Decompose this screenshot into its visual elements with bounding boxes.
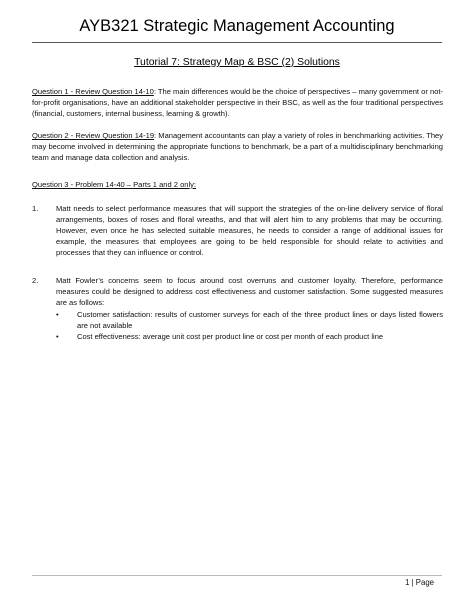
footer-divider (32, 575, 442, 576)
question-2-paragraph (32, 130, 443, 163)
bullet-text: Customer satisfaction: results of customer surveys for each of the three product lines or days listed flowers are not available (77, 310, 443, 330)
bullet-symbol: • (56, 310, 59, 319)
question-1-text: : The main differences would be the choice of perspectives – many government or not-for-profit organisations, have an additional stakeholder perspective in their BSC, as well as the four traditional perspectives (financial, customers, internal business, learning & growth). (32, 87, 443, 118)
list-item-text: Matt needs to select performance measures that will support the strategies of the on-line delivery service of floral arrangements, boxes of roses and floral wreaths, and that will alert him to any problems that may be occurring. However, even once he has selected suitable measures, he needs to consider a range of additional issues for example, the measures that employees are going to be held responsible for should relate to activities and processes that they can influence or control. (56, 204, 443, 257)
title-divider (32, 42, 442, 43)
list-item-number: 1. (32, 204, 39, 213)
question-3-paragraph (32, 179, 443, 190)
question-2-text: : Management accountants can play a variety of roles in benchmarking activities. They may become involved in determining the appropriate functions to benchmark, be a part of a multidisciplinary benchmarking team and manage data collection and analysis. (32, 131, 443, 162)
question-2-heading: Question 2 - Review Question 14-19 (32, 131, 155, 140)
page-number: 1 | Page (405, 578, 434, 587)
question-1-paragraph (32, 86, 443, 119)
bullet-item (56, 331, 443, 342)
bullet-symbol: • (56, 332, 59, 341)
bullet-list (56, 309, 443, 342)
list-item-text: Matt Fowler’s concerns seem to focus around cost overruns and customer loyalty. Therefore, performance measures could be designed to address cost effectiveness and customer satisfaction. Some suggested measures are as follows: (56, 276, 443, 307)
bullet-text: Cost effectiveness: average unit cost per product line or cost per month of each product line (77, 332, 384, 341)
tutorial-subtitle: Tutorial 7: Strategy Map & BSC (2) Solutions (134, 57, 340, 68)
question-1-heading: Question 1 - Review Question 14-10 (32, 87, 154, 96)
list-item-number: 2. (32, 276, 39, 285)
document-title: AYB321 Strategic Management Accounting (79, 17, 395, 35)
bullet-item (56, 309, 443, 331)
question-3-heading: Question 3 - Problem 14-40 – Parts 1 and 2 only: (32, 180, 197, 189)
